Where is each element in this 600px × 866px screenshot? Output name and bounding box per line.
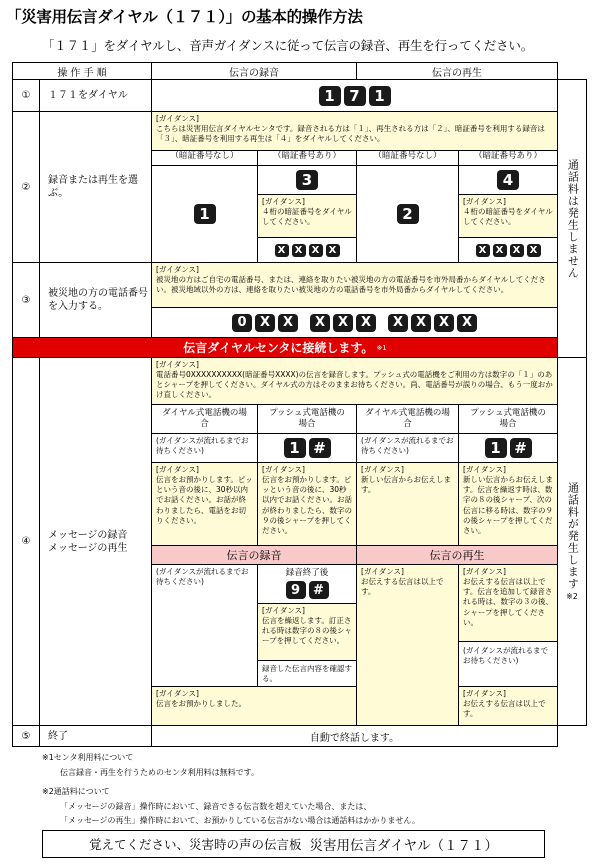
guidance-label: [ガイダンス]	[156, 465, 199, 474]
key-1: 1	[485, 438, 507, 458]
step-play: メッセージの再生	[48, 542, 128, 554]
guidance-text: お伝えする伝言は以上です。	[361, 577, 444, 597]
key-play: 2	[397, 204, 419, 224]
rec-kept-guidance	[151, 686, 357, 726]
guidance-label: [ガイダンス]	[361, 567, 404, 576]
key-0: 0	[232, 314, 252, 332]
rec-end-keys	[258, 581, 356, 599]
side-no-charge-text: 通話料は発生しません	[566, 158, 580, 279]
rec-push-keys	[257, 433, 357, 463]
row1-keypad	[151, 79, 558, 112]
key-x: X	[510, 244, 524, 257]
key-x: X	[255, 314, 275, 332]
play-push-guidance	[458, 462, 558, 546]
header-record: 伝言の録音	[151, 62, 357, 80]
rec-end-cell	[257, 564, 357, 604]
row2-number: ②	[12, 111, 40, 263]
side-charge	[557, 357, 587, 726]
key-x: X	[278, 314, 298, 332]
rec-push-guidance	[257, 462, 357, 546]
key-hash: #	[309, 438, 331, 458]
footer-service-name: 災害用伝言ダイヤル（１７１）	[309, 838, 499, 854]
footer-lead: 覚えてください、災害時の声の伝言板	[88, 837, 302, 852]
rec-rotary-label: ダイヤル式電話機の場合	[151, 404, 258, 434]
key-9: 9	[286, 581, 306, 599]
note1-title: ※1センタ利用料について	[42, 753, 134, 762]
play-end-guidance	[356, 564, 459, 726]
key-play-pin: 4	[497, 170, 519, 190]
note2-text1: 「メッセージの録音」操作時において、録音できる伝言数を超えていた場合、または、	[60, 802, 372, 811]
key-x: X	[476, 244, 490, 257]
key-x: X	[434, 314, 454, 332]
rec-rotary-wait: (ガイダンスが流れるまでお待ちください)	[151, 433, 258, 463]
guidance-text: 伝言をお預かりしました。	[156, 699, 246, 709]
guidance-label: [ガイダンス]	[463, 567, 506, 576]
key-x: X	[388, 314, 408, 332]
play-last-guidance	[458, 686, 558, 726]
key-x: X	[310, 314, 330, 332]
play-rotary-wait: (ガイダンスが流れるまでお待ちください)	[356, 433, 459, 463]
key-x: X	[326, 244, 340, 257]
play-pin-key-cell	[458, 165, 558, 195]
side-no-charge	[557, 79, 587, 358]
connect-text: 伝言ダイヤルセンタに接続します。	[183, 341, 374, 355]
play-rotary-label: ダイヤル式電話機の場合	[356, 404, 459, 434]
key-x: X	[333, 314, 353, 332]
page-subtitle: 「１７１」をダイヤルし、音声ガイダンスに従って伝言の録音、再生を行ってください。	[42, 38, 534, 53]
guidance-text: お伝えする伝言は以上です。伝言を追加して録音される時は、数字の３の後、シャープを押してください。	[463, 577, 553, 627]
header-steps: 操 作 手 順	[12, 62, 152, 80]
sub-header-play: 伝言の再生	[356, 545, 558, 565]
sub-header-record: 伝言の録音	[151, 545, 357, 565]
local-code	[310, 314, 376, 332]
guidance-label: [ガイダンス]	[262, 465, 305, 474]
play-pin-guidance	[458, 194, 558, 238]
row4-guidance	[151, 357, 558, 405]
rec-end-label: 録音終了後	[285, 568, 329, 578]
side-charge-text: 通話料が発生します	[566, 482, 580, 590]
rec-push-label: プッシュ式電話機の場合	[257, 404, 357, 434]
guidance-label: [ガイダンス]	[463, 689, 506, 698]
subscriber-number	[388, 314, 477, 332]
key-x: X	[356, 314, 376, 332]
key-hash: #	[510, 438, 532, 458]
row5-number: ⑤	[12, 725, 40, 747]
key-record-pin: 3	[296, 170, 318, 190]
row1-number: ①	[12, 79, 40, 112]
guidance-label: [ガイダンス]	[156, 360, 199, 369]
guidance-label: [ガイダンス]	[156, 265, 199, 274]
row3-step: 被災地の方の電話番号を入力する。	[39, 262, 152, 338]
row4-step	[39, 357, 152, 726]
side-charge-mark: ※2	[566, 592, 578, 601]
guidance-label: [ガイダンス]	[361, 465, 404, 474]
key-1: 1	[369, 86, 391, 106]
rec-pin-input	[257, 237, 357, 263]
rec-lower-wait: (ガイダンスが流れるまでお待ちください)	[151, 564, 258, 687]
guidance-text: こちらは災害用伝言ダイヤルセンタです。録音される方は「１」、再生される方は「２」、暗証番号を利用する録音は「３」、暗証番号を利用する再生は「４」をダイヤルしてください。	[156, 124, 545, 144]
row4-number: ④	[12, 357, 40, 726]
key-1: 1	[319, 86, 341, 106]
key-7: 7	[344, 86, 366, 106]
guidance-label: [ガイダンス]	[463, 465, 506, 474]
key-record: 1	[194, 204, 216, 224]
page-title: 「災害用伝言ダイヤル（１７１）」の基本的操作方法	[6, 8, 363, 26]
step-record: メッセージの録音	[48, 529, 128, 541]
play-nopin-label: （暗証番号なし）	[356, 150, 459, 166]
connect-banner	[12, 337, 558, 358]
row5-text: 自動で終話します。	[151, 725, 558, 747]
row2-step: 録音または再生を選ぶ。	[39, 111, 152, 263]
footer-box	[42, 830, 545, 858]
header-play: 伝言の再生	[356, 62, 558, 80]
guidance-label: [ガイダンス]	[262, 606, 305, 615]
connect-note-mark: ※1	[376, 343, 387, 352]
guidance-text: 伝言をお預かりします。ピッという音の後に、30秒以内でお話ください。お話が終わりましたら、数字の９の後シャープを押してください。	[262, 475, 352, 535]
row2-guidance	[151, 111, 558, 151]
play-nopin-cell	[356, 165, 459, 263]
key-1: 1	[284, 438, 306, 458]
play-lower-wait: (ガイダンスが流れるまでお待ちください)	[458, 641, 558, 687]
key-x: X	[493, 244, 507, 257]
key-x: X	[275, 244, 289, 257]
play-pin-input	[458, 237, 558, 263]
guidance-label: [ガイダンス]	[156, 114, 199, 123]
guidance-text: ４桁の暗証番号をダイヤルしてください。	[262, 207, 352, 227]
rec-nopin-cell	[151, 165, 258, 263]
rec-pin-guidance	[257, 194, 357, 238]
rec-nopin-label: （暗証番号なし）	[151, 150, 258, 166]
row3-guidance	[151, 262, 558, 308]
play-pin-label: （暗証番号あり）	[458, 150, 558, 166]
key-x: X	[309, 244, 323, 257]
area-code	[232, 314, 298, 332]
guidance-label: [ガイダンス]	[156, 689, 199, 698]
rec-pin-key-cell	[257, 165, 357, 195]
play-end-push-guidance	[458, 564, 558, 642]
rec-confirm-guidance	[257, 603, 357, 661]
rec-rotary-guidance	[151, 462, 258, 546]
guidance-label: [ガイダンス]	[262, 197, 305, 206]
guidance-text: 電話番号0XXXXXXXXXX(暗証番号XXXX)の伝言を録音します。プッシュ式の電話機をご利用の方は数字の「１」のあとシャープを押してください。ダイヤル式の方はそのままお待ちください。尚、電話番号が誤りの場合、もう一度おかけ直しください。	[156, 370, 553, 400]
guidance-text: ４桁の暗証番号をダイヤルしてください。	[463, 207, 553, 227]
play-push-label: プッシュ式電話機の場合	[458, 404, 558, 434]
key-x: X	[527, 244, 541, 257]
phone-number-input	[151, 307, 558, 338]
row1-step: １７１をダイヤル	[39, 79, 152, 112]
guidance-text: 被災地の方はご自宅の電話番号、または、連絡を取りたい被災地の方の電話番号を市外局番からダイヤルしてください。被災地域以外の方は、連絡を取りたい被災地の方の電話番号を市外局番からダイヤルしてください。	[156, 275, 546, 295]
key-x: X	[457, 314, 477, 332]
note1-text: 伝言録音・再生を行うためのセンタ利用料は無料です。	[60, 768, 260, 777]
guidance-text: 新しい伝言からお伝えします。	[361, 475, 451, 495]
play-push-keys	[458, 433, 558, 463]
play-rotary-guidance	[356, 462, 459, 546]
row5-step: 終了	[39, 725, 152, 747]
key-hash: #	[309, 581, 329, 599]
guidance-text: お伝えする伝言は以上です。	[463, 699, 546, 719]
rec-pin-label: （暗証番号あり）	[257, 150, 357, 166]
rec-confirm-done: 録音した伝言内容を確認する。	[257, 660, 357, 687]
guidance-label: [ガイダンス]	[463, 197, 506, 206]
note2-title: ※2通話料について	[42, 787, 110, 796]
guidance-text: 伝言をお預かりします。ピッという音の後に、30秒以内でお話ください。お話が終わりましたら、電話をお切りください。	[156, 475, 253, 525]
note2-text2: 「メッセージの再生」操作時において、お預かりしている伝言がない場合は通話料はかかりません。	[60, 816, 420, 825]
row3-number: ③	[12, 262, 40, 338]
key-x: X	[292, 244, 306, 257]
guidance-text: 伝言を繰返します。訂正される時は数字の８の後シャープを押してください。	[262, 616, 352, 646]
key-x: X	[411, 314, 431, 332]
guidance-text: 新しい伝言からお伝えします。伝言を繰返す時は、数字の８の後シャープ、次の伝言に移る時は、数字の９の後シャープを押してください。	[463, 475, 553, 535]
